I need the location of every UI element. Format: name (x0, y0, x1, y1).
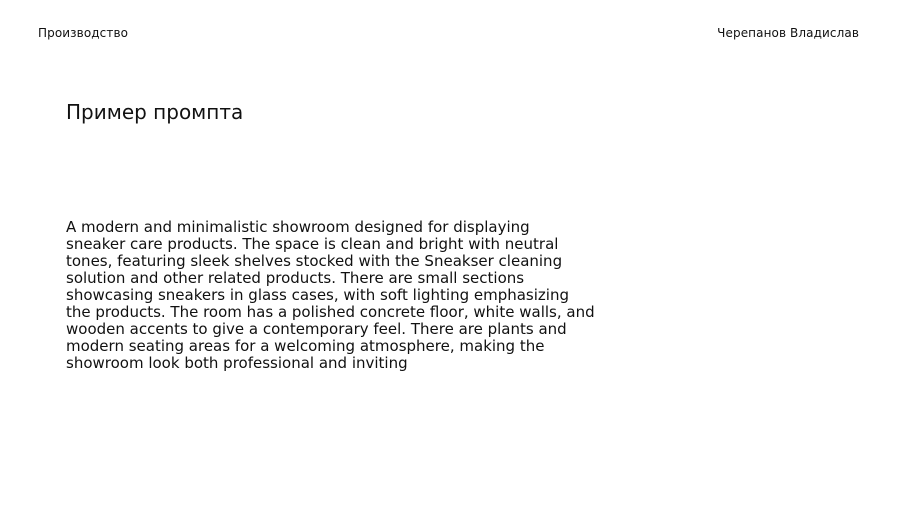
slide-title: Пример промпта (66, 100, 244, 124)
prompt-text (66, 219, 626, 372)
header-section-label: Производство (38, 26, 129, 40)
prompt-text-line: showroom look both professional and inviting (66, 354, 408, 372)
prompt-text-line: tones, featuring sleek shelves stocked with the Sneakser cleaning (66, 252, 563, 270)
prompt-text-line: the products. The room has a polished concrete floor, white walls, and (66, 303, 595, 321)
header-author-name: Черепанов Владислав (717, 26, 859, 40)
prompt-text-line: sneaker care products. The space is clean and bright with neutral (66, 235, 559, 253)
prompt-text-line: solution and other related products. There are small sections (66, 269, 525, 287)
prompt-text-line: modern seating areas for a welcoming atmosphere, making the (66, 337, 545, 355)
prompt-text-line: wooden accents to give a contemporary feel. There are plants and (66, 320, 567, 338)
prompt-text-line: showcasing sneakers in glass cases, with soft lighting emphasizing (66, 286, 569, 304)
prompt-text-line: A modern and minimalistic showroom designed for displaying (66, 218, 530, 236)
